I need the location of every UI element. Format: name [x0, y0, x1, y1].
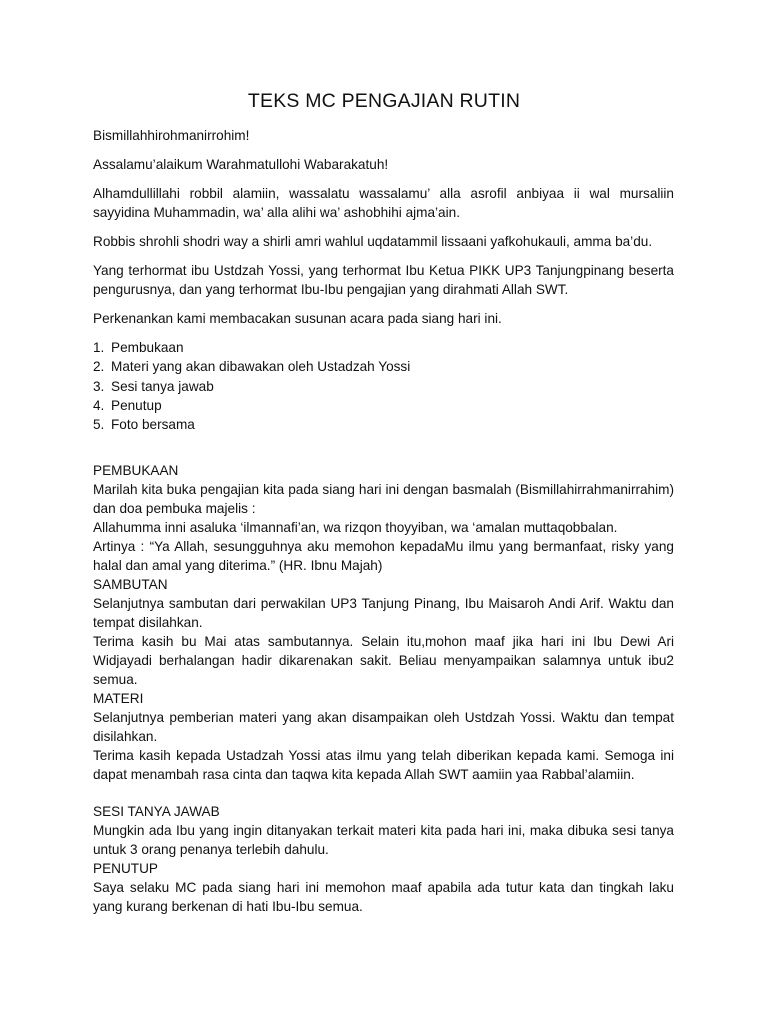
opening-basmalah: Bismillahhirohmanirrohim! — [93, 128, 250, 143]
section-sambutan — [93, 575, 674, 689]
list-item: 5. Foto bersama — [93, 417, 195, 433]
opening-doa: Robbis shrohli shodri way a shirli amri wahlul uqdatammil lissaani yafkohukauli, amma ba’du. — [93, 234, 653, 249]
section-heading: PEMBUKAAN — [93, 463, 179, 479]
section-paragraph: Artinya : “Ya Allah, sesungguhnya aku memohon kepadaMu ilmu yang bermanfaat, risky yang halal dan amal yang diterima.” (HR. Ibnu Majah) — [93, 539, 674, 574]
document-title: TEKS MC PENGAJIAN RUTIN — [247, 90, 521, 112]
section-paragraph: Mungkin ada Ibu yang ingin ditanyakan terkait materi kita pada hari ini, maka dibuka sesi tanya untuk 3 orang penanya terlebih dahulu. — [93, 823, 674, 858]
section-paragraph: Allahumma inni asaluka ‘ilmannafi’an, wa rizqon thoyyiban, wa ‘amalan muttaqobbalan. — [93, 520, 618, 536]
section-sesi-tanya-jawab — [93, 802, 674, 859]
agenda-intro: Perkenankan kami membacakan susunan acara pada siang hari ini. — [93, 311, 502, 326]
document-body — [93, 126, 674, 916]
agenda-list — [93, 338, 674, 434]
section-heading: SAMBUTAN — [93, 577, 168, 593]
section-paragraph: Terima kasih bu Mai atas sambutannya. Selain itu,mohon maaf jika hari ini Ibu Dewi Ari Widjayadi berhalangan hadir dikarenakan sakit. Beliau menyampaikan salamnya untuk ibu2 semua. — [93, 634, 674, 688]
section-paragraph: Saya selaku MC pada siang hari ini memohon maaf apabila ada tutur kata dan tingkah laku yang kurang berkenan di hati Ibu-Ibu semua. — [93, 880, 674, 915]
section-pembukaan — [93, 461, 674, 575]
list-item: 2. Materi yang akan dibawakan oleh Ustadzah Yossi — [93, 359, 411, 375]
list-item: 3. Sesi tanya jawab — [93, 378, 214, 394]
blank-line — [93, 784, 674, 802]
section-paragraph: Selanjutnya pemberian materi yang akan disampaikan oleh Ustdzah Yossi. Waktu dan tempat disilahkan. — [93, 710, 674, 745]
opening-salam: Assalamu’alaikum Warahmatullohi Wabarakatuh! — [93, 157, 389, 172]
section-heading: MATERI — [93, 691, 144, 707]
section-paragraph: Terima kasih kepada Ustadzah Yossi atas ilmu yang telah diberikan kepada kami. Semoga ini dapat menambah rasa cinta dan taqwa kita kepada Allah SWT aamiin yaa Rabbal’alamiin. — [93, 748, 674, 783]
section-paragraph: Selanjutnya sambutan dari perwakilan UP3 Tanjung Pinang, Ibu Maisaroh Andi Arif. Waktu dan tempat disilahkan. — [93, 596, 674, 631]
section-heading: PENUTUP — [93, 861, 158, 877]
section-penutup — [93, 859, 674, 916]
opening-greeting: Yang terhormat ibu Ustdzah Yossi, yang terhormat Ibu Ketua PIKK UP3 Tanjungpinang beserta pengurusnya, dan yang terhormat Ibu-Ibu pengajian yang dirahmati Allah SWT. — [93, 263, 674, 297]
section-materi — [93, 689, 674, 784]
section-heading: SESI TANYA JAWAB — [93, 804, 220, 820]
opening-hamdalah: Alhamdullillahi robbil alamiin, wassalatu wassalamu’ alla asrofil anbiyaa ii wal mursaliin sayyidina Muhammadin, wa’ alla alihi wa’ ashobhihi ajma’ain. — [93, 186, 674, 220]
list-item: 1. Pembukaan — [93, 340, 184, 355]
section-paragraph: Marilah kita buka pengajian kita pada siang hari ini dengan basmalah (Bismillahirrahmanirrahim) dan doa pembuka majelis : — [93, 482, 674, 517]
list-item: 4. Penutup — [93, 397, 162, 413]
